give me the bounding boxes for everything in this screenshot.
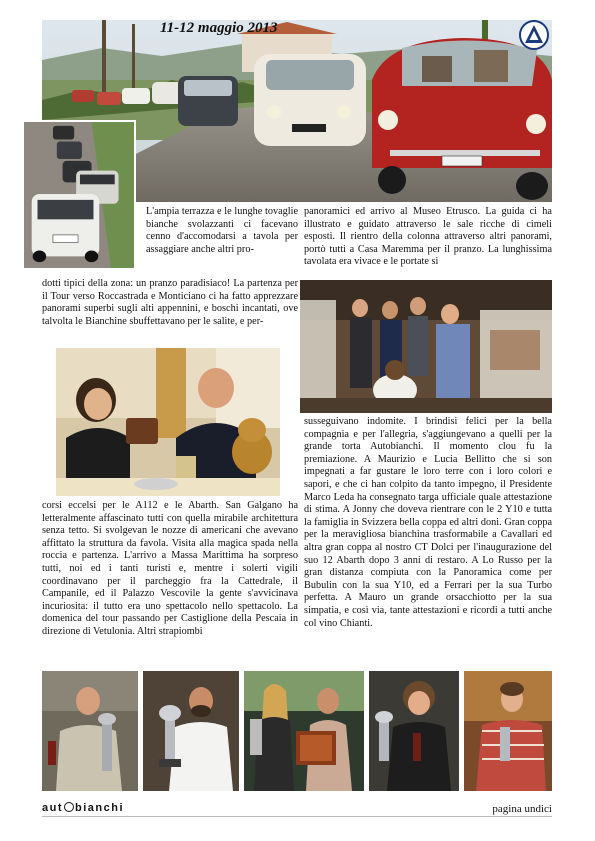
photo-winner-2-bearded-man-trophy [143,671,239,791]
photo-award-couple-teddy [56,348,280,496]
page-number-label: pagina undici [492,803,552,815]
autobianchi-logo-icon [519,20,549,50]
footer-autobianchi-logo: aut bianchi [42,802,125,814]
inset-photo-cars-on-road [22,120,136,270]
article-col1-top: L'ampia terrazza e le lunghe tovaglie bianche svolazzanti ci facevano cenno d'accomodarsi a tavola per assaggiare anche altri pro- [146,206,298,255]
event-date-title: 11-12 maggio 2013 [160,20,278,36]
footer-logo-a-icon [64,802,74,812]
photo-winner-1-older-man-trophy [42,671,138,791]
photo-winner-4-woman-trophy [369,671,459,791]
footer-divider [42,816,552,817]
article-col1-top-cont: dotti tipici della zona: un pranzo paradisiaco! La partenza per il Tour verso Roccastrada e Monticiano ci ha fatto apprezzare panorami superbi sugli alti appennini, e boschi incantati, ove talvolta le Bianchine sbuffettavano per le salite, e per- [42,278,298,327]
article-col2-bottom: susseguivano indomite. I brindisi felici per la bella compagnia e per l'allegria, s'aggiungevano a quelli per la grande torta Autobianchi. Il momento clou fu la premiazione. A Maurizio e Lucia Bellitto che si son impegnati a far gustare le loro terre con i loro colori e sapori, e che ci han colpito da tanto impegno, il Presidente Marco Leda ha consegnato targa ufficiale quale attestazione di stima. A Jonny che doveva rientrare con le 2 Y10 e tutta la famiglia in Svizzera bella coppa ed altri doni. Gran coppa per la meravigliosa bianchina trasformabile a Cavallari ed altra gran coppa al nostro CT Dolci per l'inaugurazione del suo 12 Abarth dopo 3 anni di restaro. A Lo Russo per la gran distanza compiuta con la Panoramica come per Bubulin con la sua Y10, ed a Ferrari per la sua Turbo perfetta. A Mauro un grande orsacchiotto per la sua simpatia, e così via, tante attestazioni e ricordi a tutti anche col vino Chianti. [304,416,552,629]
photo-winner-5-young-man-trophy [464,671,552,791]
photo-winner-3-couple-with-box [244,671,364,791]
photo-museum-visit-crowd [300,280,552,413]
article-col1-bottom: corsi eccelsi per le A112 e le Abarth. San Galgano ha letteralmente affascinato tutti con quella mirabile architettura senza tetto. Si svolgevan le nozze di americani che avevano affittato la struttura da favola. Visita alla magica spada nella roccia e partenza. L'arrivo a Massa Marittima ha sorpreso tutti, noi ed i tanti turisti e, mentre i solerti vigili coordinavano per il parcheggio fra la Cattedrale, il Campanile, ed il Palazzo Vescovile la gente s'avvicinava incuriosita: il tutto era uno spettacolo nello spettacolo. La domenica del tour passando per Castiglione della Pescaia in direzione di Vetulonia. Altri strapiombi [42,500,298,637]
article-col2-top: panoramici ed arrivo al Museo Etrusco. La guida ci ha illustrato e guidato attraverso le sale ricche di cimeli esposti. Il rientro della colonna attraverso altri panorami, portò tutti a Casa Maremma per il pranzo. La lunghissima tavolata era vivace e le portate si [304,206,552,268]
